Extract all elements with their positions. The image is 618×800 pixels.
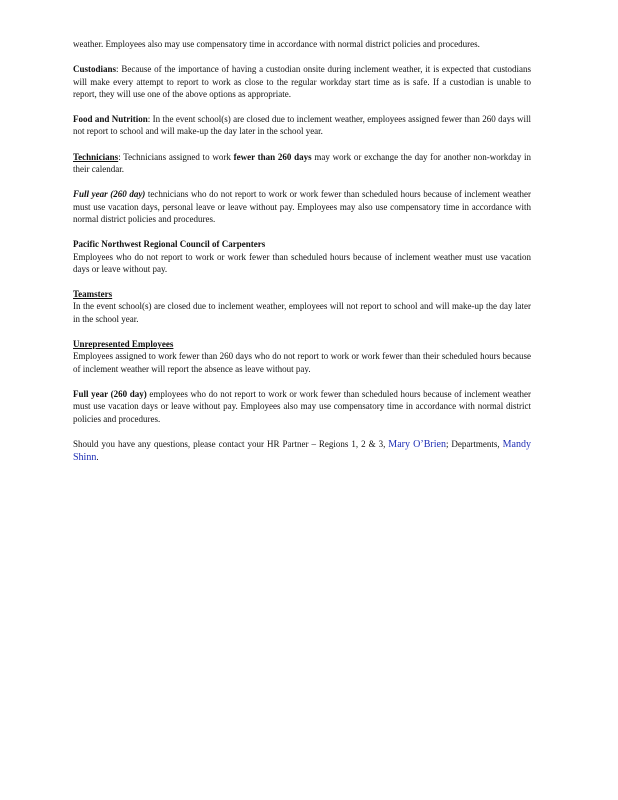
paragraph-custodians xyxy=(73,63,531,100)
heading-separator: : xyxy=(116,64,122,75)
heading-teamsters: Teamsters xyxy=(73,289,113,300)
paragraph-contact xyxy=(73,438,531,465)
paragraph-text: In the event school(s) are closed due to inclement weather, employees assigned fewer than 260 days will not report to school and will make-up the day later in the school year. xyxy=(73,114,532,137)
paragraph-continued-weather xyxy=(73,38,531,50)
paragraph-text: Employees assigned to work fewer than 260 days who do not report to work or work fewer than their scheduled hours because of inclement weather will report the absence as leave without pay. xyxy=(73,351,531,374)
heading-carpenters: Pacific Northwest Regional Council of Carpenters xyxy=(73,239,266,250)
paragraph-unrepresented xyxy=(73,338,531,375)
heading-unrepresented: Unrepresented Employees xyxy=(73,339,174,350)
emphasis-fewer-than-260: fewer than 260 days xyxy=(233,151,312,162)
paragraph-text: In the event school(s) are closed due to inclement weather, employees will not report to school and will make-up the day later in the school year. xyxy=(73,301,531,324)
document-body xyxy=(73,38,531,477)
heading-full-year: Full year (260 day) xyxy=(73,189,146,200)
paragraph-technicians xyxy=(73,151,531,176)
contact-link-mandy-shinn[interactable]: Mandy Shinn xyxy=(73,438,531,464)
paragraph-full-year-employees xyxy=(73,388,531,425)
paragraph-text: ; Departments, xyxy=(445,438,503,449)
heading-separator: : xyxy=(147,114,153,125)
heading-separator: : xyxy=(118,151,124,162)
paragraph-food-nutrition xyxy=(73,113,531,138)
paragraph-text: . xyxy=(96,452,99,463)
paragraph-text: Should you have any questions, please contact your HR Partner – Regions 1, 2 & 3, xyxy=(73,438,389,449)
heading-custodians: Custodians xyxy=(73,64,117,75)
paragraph-text: technicians who do not report to work or work fewer than scheduled hours because of inclement weather must use vacation days, personal leave or leave without pay. Employees may also use compensatory time in accordance with normal district policies and procedures. xyxy=(73,189,531,224)
paragraph-full-year-technicians xyxy=(73,188,531,225)
paragraph-text: Technicians assigned to work xyxy=(123,151,234,162)
heading-technicians: Technicians xyxy=(73,151,119,162)
paragraph-carpenters xyxy=(73,238,531,275)
paragraph-text: may work or exchange the day for another non-workday in their calendar. xyxy=(73,151,531,175)
heading-full-year: Full year (260 day) xyxy=(73,388,147,399)
paragraph-text: employees who do not report to work or work fewer than scheduled hours because of inclement weather must use vacation days or leave without pay. Employees also may use compensatory time in accordance with normal district policies and procedures. xyxy=(73,388,531,424)
paragraph-text: Because of the importance of having a custodian onsite during inclement weather, it is expected that custodians will make every attempt to report to work as close to the regular workday start time as is safe. If a custodian is unable to report, they will use one of the above options as appropriate. xyxy=(73,64,531,99)
paragraph-teamsters xyxy=(73,288,531,325)
paragraph-text: weather. Employees also may use compensatory time in accordance with normal district policies and procedures. xyxy=(73,39,480,49)
heading-food-nutrition: Food and Nutrition xyxy=(73,114,148,125)
paragraph-text: Employees who do not report to work or work fewer than scheduled hours because of inclement weather must use vacation days or leave without pay. xyxy=(73,251,531,274)
contact-link-mary-obrien[interactable]: Mary O’Brien xyxy=(388,438,446,450)
